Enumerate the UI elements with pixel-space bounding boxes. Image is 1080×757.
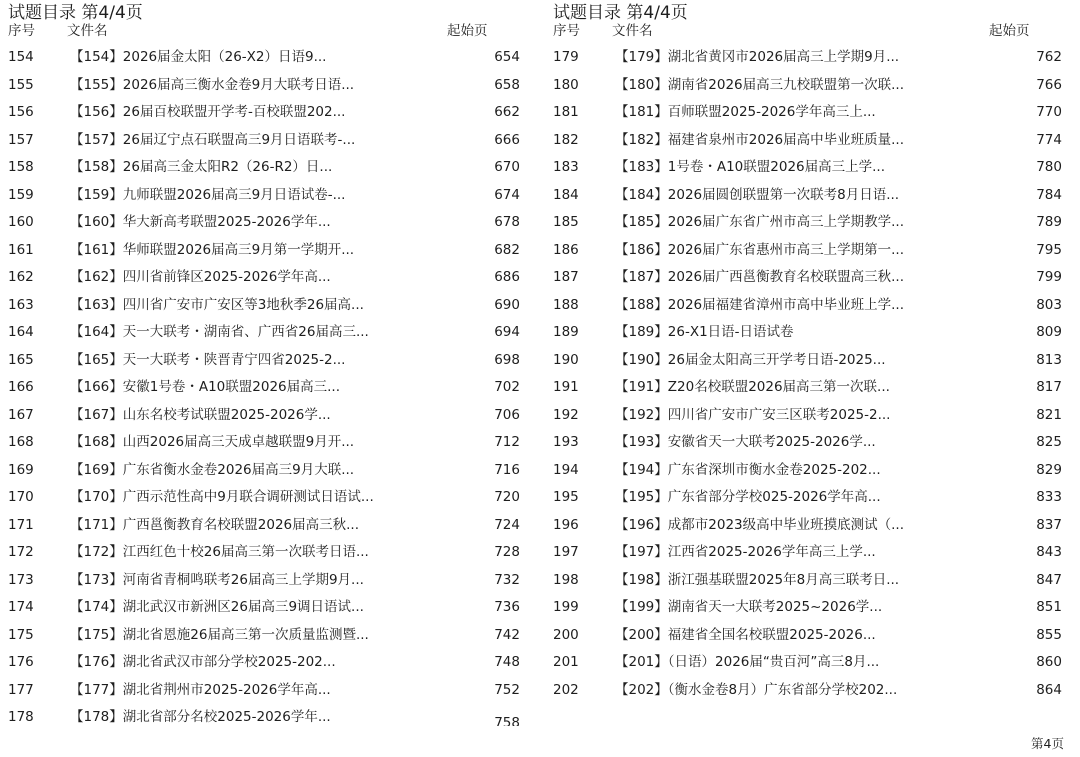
row-filename: 【175】湖北省恩施26届高三第一次质量监测暨...	[70, 626, 369, 643]
row-number: 158	[8, 159, 34, 175]
toc-row[interactable]	[0, 347, 540, 375]
row-number: 173	[8, 571, 34, 588]
row-number: 194	[553, 461, 579, 478]
row-filename: 【186】2026届广东省惠州市高三上学期第一...	[615, 241, 904, 258]
row-filename: 【163】四川省广安市广安区等3地秋季26届高...	[70, 296, 364, 313]
row-start-page: 694	[494, 324, 520, 340]
row-number: 165	[8, 351, 34, 368]
row-number: 177	[8, 681, 34, 698]
row-start-page: 662	[494, 104, 520, 120]
row-start-page: 674	[494, 186, 520, 203]
toc-row[interactable]	[0, 99, 540, 127]
row-filename: 【174】湖北武汉市新洲区26届高三9调日语试...	[70, 599, 364, 615]
toc-row[interactable]	[0, 484, 540, 512]
row-number: 171	[8, 516, 34, 533]
row-start-page: 837	[1036, 516, 1062, 533]
header-filename: 文件名	[67, 23, 108, 39]
toc-row[interactable]	[545, 237, 1065, 265]
row-number: 163	[8, 296, 34, 313]
row-start-page: 732	[494, 571, 520, 588]
row-number: 166	[8, 379, 34, 395]
toc-row[interactable]	[0, 457, 540, 485]
row-number: 181	[553, 104, 579, 120]
toc-row[interactable]	[545, 429, 1065, 457]
toc-title: 试题目录 第4/4页	[8, 3, 143, 23]
row-start-page: 654	[494, 49, 520, 65]
toc-row[interactable]	[0, 512, 540, 540]
row-filename: 【155】2026届高三衡水金卷9月大联考日语...	[70, 76, 355, 93]
row-start-page: 821	[1036, 406, 1062, 423]
toc-row[interactable]	[545, 677, 1065, 705]
toc-row[interactable]	[545, 484, 1065, 512]
row-start-page: 825	[1036, 434, 1062, 450]
row-filename: 【185】2026届广东省广州市高三上学期教学...	[615, 214, 904, 230]
row-start-page: 666	[494, 131, 520, 148]
toc-row[interactable]	[545, 182, 1065, 210]
row-number: 183	[553, 159, 579, 175]
row-start-page: 658	[494, 76, 520, 93]
row-start-page: 720	[494, 489, 520, 505]
toc-list	[0, 44, 540, 726]
toc-row[interactable]	[0, 374, 540, 402]
toc-row[interactable]	[545, 209, 1065, 237]
toc-row[interactable]	[545, 567, 1065, 595]
row-number: 179	[553, 49, 579, 65]
toc-row[interactable]	[545, 457, 1065, 485]
toc-row[interactable]	[545, 44, 1065, 72]
toc-row[interactable]	[0, 72, 540, 100]
row-number: 170	[8, 489, 34, 505]
row-start-page: 712	[494, 434, 520, 450]
row-start-page: 799	[1036, 269, 1062, 285]
row-filename: 【197】江西省2025-2026学年高三上学...	[615, 544, 876, 560]
row-start-page: 843	[1036, 544, 1062, 560]
toc-row[interactable]	[0, 704, 540, 726]
row-start-page: 855	[1036, 626, 1062, 643]
row-filename: 【191】Z20名校联盟2026届高三第一次联...	[615, 379, 890, 395]
toc-row[interactable]	[0, 127, 540, 155]
row-start-page: 742	[494, 626, 520, 643]
row-filename: 【154】2026届金太阳（26-X2）日语9...	[70, 49, 327, 65]
toc-row[interactable]	[545, 374, 1065, 402]
row-filename: 【173】河南省青桐鸣联考26届高三上学期9月...	[70, 571, 364, 588]
row-filename: 【183】1号卷・A10联盟2026届高三上学...	[615, 159, 885, 175]
row-number: 162	[8, 269, 34, 285]
row-number: 202	[553, 681, 579, 698]
row-filename: 【181】百师联盟2025-2026学年高三上...	[615, 104, 876, 120]
row-start-page: 813	[1036, 351, 1062, 368]
row-filename: 【199】湖南省天一大联考2025~2026学...	[615, 599, 883, 615]
row-number: 174	[8, 599, 34, 615]
row-start-page: 736	[494, 599, 520, 615]
toc-row[interactable]	[545, 99, 1065, 127]
toc-row[interactable]	[0, 264, 540, 292]
row-filename: 【182】福建省泉州市2026届高中毕业班质量...	[615, 131, 904, 148]
header-filename: 文件名	[612, 23, 653, 39]
row-number: 168	[8, 434, 34, 450]
row-start-page: 686	[494, 269, 520, 285]
header-start-page: 起始页	[447, 23, 488, 39]
row-filename: 【194】广东省深圳市衡水金卷2025-202...	[615, 461, 881, 478]
toc-row[interactable]	[0, 209, 540, 237]
row-filename: 【172】江西红色十校26届高三第一次联考日语...	[70, 544, 369, 560]
toc-row[interactable]	[0, 154, 540, 182]
toc-row[interactable]	[0, 622, 540, 650]
row-filename: 【192】四川省广安市广安三区联考2025-2...	[615, 406, 891, 423]
row-start-page: 758	[494, 715, 520, 726]
row-start-page: 682	[494, 241, 520, 258]
row-start-page: 829	[1036, 461, 1062, 478]
row-number: 182	[553, 131, 579, 148]
row-filename: 【184】2026届圆创联盟第一次联考8月日语...	[615, 186, 900, 203]
row-start-page: 847	[1036, 571, 1062, 588]
row-start-page: 860	[1036, 654, 1062, 670]
row-number: 196	[553, 516, 579, 533]
row-start-page: 774	[1036, 131, 1062, 148]
row-start-page: 678	[494, 214, 520, 230]
row-start-page: 795	[1036, 241, 1062, 258]
toc-row[interactable]	[545, 402, 1065, 430]
row-filename: 【190】26届金太阳高三开学考日语-2025...	[615, 351, 886, 368]
row-number: 176	[8, 654, 34, 670]
toc-row[interactable]	[0, 649, 540, 677]
row-start-page: 766	[1036, 76, 1062, 93]
row-filename: 【167】山东名校考试联盟2025-2026学...	[70, 406, 331, 423]
row-start-page: 698	[494, 351, 520, 368]
row-filename: 【162】四川省前锋区2025-2026学年高...	[70, 269, 331, 285]
row-start-page: 780	[1036, 159, 1062, 175]
row-number: 157	[8, 131, 34, 148]
row-filename: 【160】华大新高考联盟2025-2026学年...	[70, 214, 331, 230]
toc-row[interactable]	[545, 154, 1065, 182]
row-number: 161	[8, 241, 34, 258]
toc-row[interactable]	[0, 292, 540, 320]
row-number: 187	[553, 269, 579, 285]
toc-row[interactable]	[545, 72, 1065, 100]
row-filename: 【164】天一大联考・湖南省、广西省26届高三...	[70, 324, 369, 340]
row-start-page: 784	[1036, 186, 1062, 203]
row-number: 180	[553, 76, 579, 93]
row-number: 164	[8, 324, 34, 340]
row-start-page: 864	[1036, 681, 1062, 698]
header-start-page: 起始页	[989, 23, 1030, 39]
row-filename: 【170】广西示范性高中9月联合调研测试日语试...	[70, 489, 374, 505]
toc-row[interactable]	[0, 44, 540, 72]
row-start-page: 833	[1036, 489, 1062, 505]
page-footer-label: 第4页	[1031, 736, 1064, 751]
row-number: 190	[553, 351, 579, 368]
row-start-page: 817	[1036, 379, 1062, 395]
toc-row[interactable]	[545, 127, 1065, 155]
row-filename: 【177】湖北省荆州市2025-2026学年高...	[70, 681, 331, 698]
row-start-page: 728	[494, 544, 520, 560]
toc-row[interactable]	[0, 319, 540, 347]
row-filename: 【165】天一大联考・陕晋青宁四省2025-2...	[70, 351, 346, 368]
toc-row[interactable]	[0, 677, 540, 705]
row-number: 188	[553, 296, 579, 313]
row-number: 198	[553, 571, 579, 588]
row-filename: 【195】广东省部分学校025-2026学年高...	[615, 489, 881, 505]
row-filename: 【179】湖北省黄冈市2026届高三上学期9月...	[615, 49, 900, 65]
toc-row[interactable]	[545, 594, 1065, 622]
toc-row[interactable]	[545, 292, 1065, 320]
header-number: 序号	[8, 23, 35, 39]
row-filename: 【161】华师联盟2026届高三9月第一学期开...	[70, 241, 355, 258]
row-start-page: 670	[494, 159, 520, 175]
row-filename: 【188】2026届福建省漳州市高中毕业班上学...	[615, 296, 904, 313]
row-number: 201	[553, 654, 579, 670]
row-filename: 【198】浙江强基联盟2025年8月高三联考日...	[615, 571, 900, 588]
toc-row[interactable]	[0, 539, 540, 567]
row-start-page: 770	[1036, 104, 1062, 120]
row-filename: 【180】湖南省2026届高三九校联盟第一次联...	[615, 76, 904, 93]
row-filename: 【200】福建省全国名校联盟2025-2026...	[615, 626, 876, 643]
row-number: 191	[553, 379, 579, 395]
row-number: 189	[553, 324, 579, 340]
row-start-page: 762	[1036, 49, 1062, 65]
toc-row[interactable]	[545, 512, 1065, 540]
toc-row[interactable]	[545, 347, 1065, 375]
row-filename: 【166】安徽1号卷・A10联盟2026届高三...	[70, 379, 340, 395]
row-filename: 【187】2026届广西邕衡教育名校联盟高三秋...	[615, 269, 904, 285]
row-number: 169	[8, 461, 34, 478]
row-number: 185	[553, 214, 579, 230]
toc-row[interactable]	[545, 539, 1065, 567]
row-filename: 【202】（衡水金卷8月）广东省部分学校202...	[615, 681, 898, 698]
row-number: 178	[8, 709, 34, 725]
row-start-page: 809	[1036, 324, 1062, 340]
row-filename: 【193】安徽省天一大联考2025-2026学...	[615, 434, 876, 450]
row-start-page: 690	[494, 296, 520, 313]
row-filename: 【201】（日语）2026届“贵百河”高三8月...	[615, 654, 880, 670]
row-number: 167	[8, 406, 34, 423]
row-number: 172	[8, 544, 34, 560]
row-start-page: 789	[1036, 214, 1062, 230]
row-start-page: 803	[1036, 296, 1062, 313]
toc-row[interactable]	[545, 319, 1065, 347]
toc-title: 试题目录 第4/4页	[553, 3, 688, 23]
row-number: 186	[553, 241, 579, 258]
toc-row[interactable]	[0, 182, 540, 210]
row-number: 195	[553, 489, 579, 505]
toc-row[interactable]	[545, 622, 1065, 650]
row-filename: 【189】26-X1日语-日语试卷	[615, 324, 794, 340]
toc-list	[545, 44, 1065, 704]
toc-row[interactable]	[0, 594, 540, 622]
row-filename: 【156】26届百校联盟开学考-百校联盟202...	[70, 104, 346, 120]
toc-row[interactable]	[0, 237, 540, 265]
row-number: 200	[553, 626, 579, 643]
row-start-page: 716	[494, 461, 520, 478]
row-number: 192	[553, 406, 579, 423]
toc-row[interactable]	[0, 429, 540, 457]
row-filename: 【169】广东省衡水金卷2026届高三9月大联...	[70, 461, 355, 478]
toc-row[interactable]	[545, 264, 1065, 292]
header-number: 序号	[553, 23, 580, 39]
toc-row[interactable]	[0, 567, 540, 595]
row-filename: 【176】湖北省武汉市部分学校2025-202...	[70, 654, 336, 670]
row-number: 160	[8, 214, 34, 230]
row-number: 154	[8, 49, 34, 65]
row-number: 197	[553, 544, 579, 560]
row-start-page: 702	[494, 379, 520, 395]
row-number: 155	[8, 76, 34, 93]
row-number: 184	[553, 186, 579, 203]
row-filename: 【171】广西邕衡教育名校联盟2026届高三秋...	[70, 516, 359, 533]
row-filename: 【196】成都市2023级高中毕业班摸底测试（...	[615, 516, 904, 533]
row-start-page: 851	[1036, 599, 1062, 615]
row-filename: 【178】湖北省部分名校2025-2026学年...	[70, 709, 331, 725]
row-number: 156	[8, 104, 34, 120]
row-number: 159	[8, 186, 34, 203]
row-filename: 【159】九师联盟2026届高三9月日语试卷-...	[70, 186, 346, 203]
row-start-page: 752	[494, 681, 520, 698]
row-number: 199	[553, 599, 579, 615]
row-start-page: 748	[494, 654, 520, 670]
toc-row[interactable]	[0, 402, 540, 430]
row-number: 193	[553, 434, 579, 450]
row-filename: 【157】26届辽宁点石联盟高三9月日语联考-...	[70, 131, 356, 148]
row-filename: 【168】山西2026届高三天成卓越联盟9月开...	[70, 434, 355, 450]
row-start-page: 706	[494, 406, 520, 423]
toc-row[interactable]	[545, 649, 1065, 677]
row-start-page: 724	[494, 516, 520, 533]
row-filename: 【158】26届高三金太阳R2（26-R2）日...	[70, 159, 333, 175]
row-number: 175	[8, 626, 34, 643]
